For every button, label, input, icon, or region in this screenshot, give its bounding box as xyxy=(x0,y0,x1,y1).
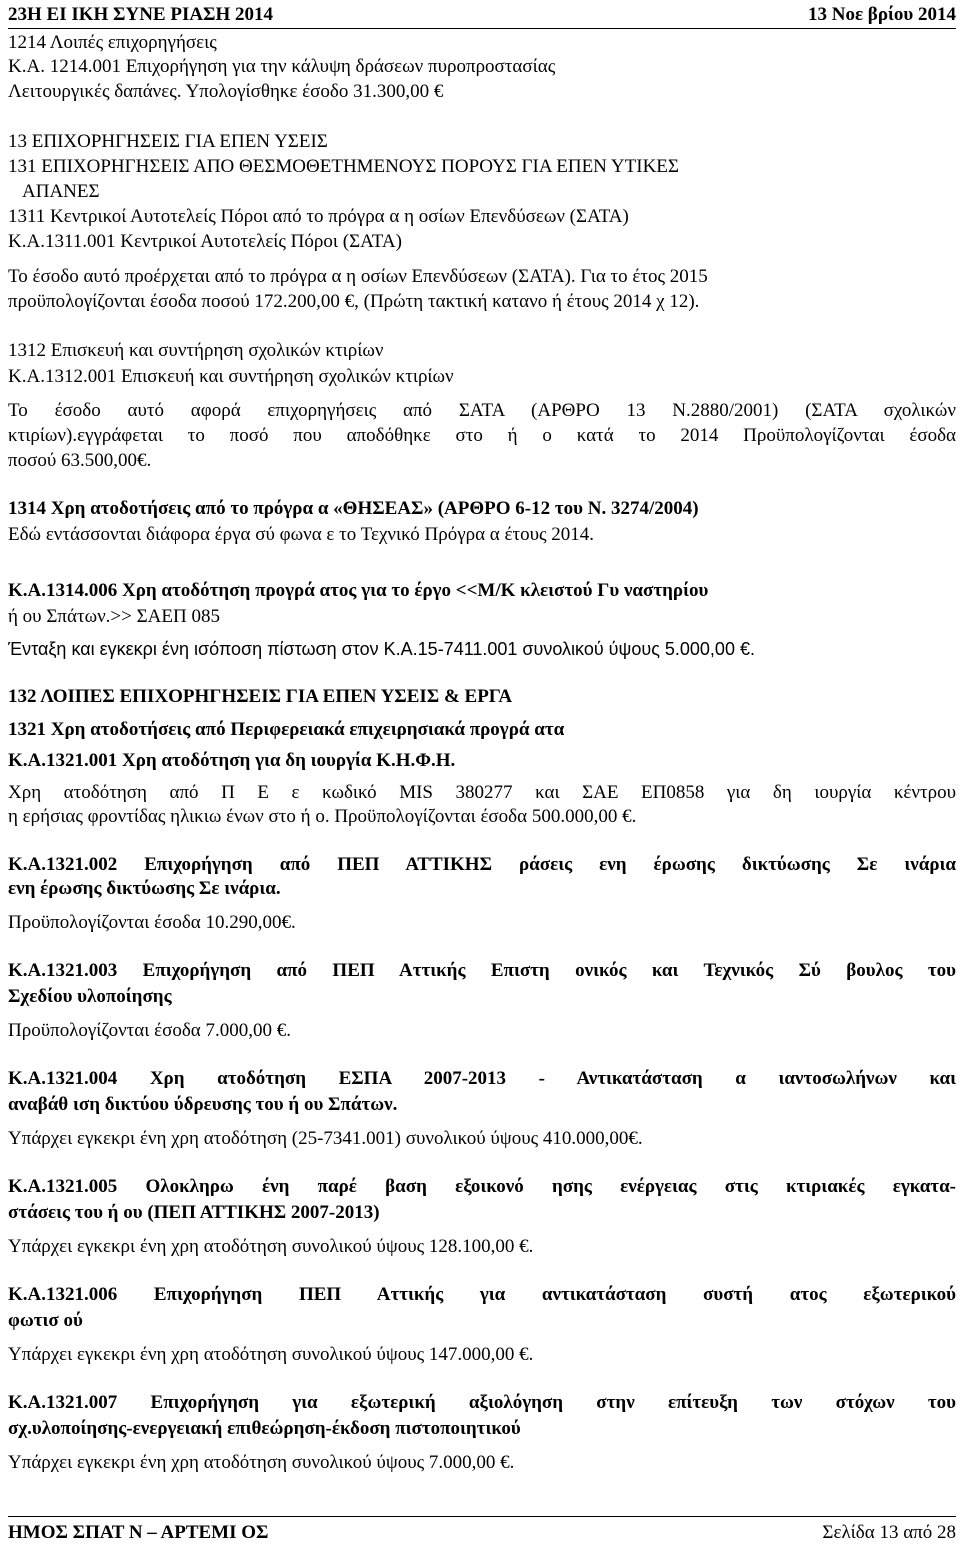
account-heading: Κ.Α.1321.003 Επιχορήγηση από ΠΕΠ Αττικής Επιστη ονικός και Τεχνικός Σύ βουλος του xyxy=(8,960,956,981)
section-title: 132 ΛΟΙΠΕΣ ΕΠΙΧΟΡΗΓΗΣΕΙΣ ΓΙΑ ΕΠΕΝ ΥΣΕΙΣ & ΕΡΓΑ xyxy=(8,686,513,707)
body-text: κτιρίων).εγγράφεται το ποσό που αποδόθηκε στο ή ο κατά το 2014 Προϋπολογίζονται έσοδα xyxy=(8,425,956,446)
account-heading: Κ.Α.1321.007 Επιχορήγηση για εξωτερική αξιολόγηση στην επίτευξη των στόχων του xyxy=(8,1392,956,1413)
account-heading: Κ.Α. 1214.001 Επιχορήγηση για την κάλυψη δράσεων πυροπροστασίας xyxy=(8,56,556,77)
footer-divider xyxy=(8,1516,956,1517)
account-heading: αναβάθ ιση δικτύου ύδρευσης του ή ου Σπάτων. xyxy=(8,1094,398,1115)
header-divider xyxy=(8,28,956,29)
body-text: Υπάρχει εγκεκρι ένη χρη ατοδότηση συνολικού ύψους 147.000,00 €. xyxy=(8,1344,534,1365)
body-text: Ένταξη και εγκεκρι ένη ισόποση πίστωση στον Κ.Α.15-7411.001 συνολικού ύψους 5.000,00 €. xyxy=(8,639,755,659)
account-heading: στάσεις του ή ου (ΠΕΠ ΑΤΤΙΚΗΣ 2007-2013) xyxy=(8,1202,380,1223)
body-text: Υπάρχει εγκεκρι ένη χρη ατοδότηση συνολικού ύψους 7.000,00 €. xyxy=(8,1452,515,1473)
body-text: Υπάρχει εγκεκρι ένη χρη ατοδότηση (25-7341.001) συνολικού ύψους 410.000,00€. xyxy=(8,1128,643,1149)
account-heading: Κ.Α.1321.006 Επιχορήγηση ΠΕΠ Αττικής για αντικατάσταση συστή ατος εξωτερικού xyxy=(8,1284,956,1305)
account-heading: Κ.Α.1312.001 Επισκευή και συντήρηση σχολικών κτιρίων xyxy=(8,366,454,387)
body-text: Υπάρχει εγκεκρι ένη χρη ατοδότηση συνολικού ύψους 128.100,00 €. xyxy=(8,1236,534,1257)
account-heading: φωτισ ού xyxy=(8,1310,83,1331)
body-text: Το έσοδο αυτό προέρχεται από το πρόγρα α η οσίων Επενδύσεων (ΣΑΤΑ). Για το έτος 2015 xyxy=(8,266,708,287)
account-heading: ή ου Σπάτων.>> ΣΑΕΠ 085 xyxy=(8,606,220,627)
body-text: Προϋπολογίζονται έσοδα 10.290,00€. xyxy=(8,912,296,933)
footer-page-number: Σελίδα 13 από 28 xyxy=(822,1522,956,1543)
account-heading: Κ.Α.1321.002 Επιχορήγηση από ΠΕΠ ΑΤΤΙΚΗΣ ράσεις ενη έρωσης δικτύωσης Σε ινάρια xyxy=(8,854,956,875)
header-meeting-title: 23Η ΕΙ ΙΚΗ ΣΥΝΕ ΡΙΑΣΗ 2014 xyxy=(8,4,274,25)
body-text: Λειτουργικές δαπάνες. Υπολογίσθηκε έσοδο 31.300,00 € xyxy=(8,81,444,102)
page-footer xyxy=(8,1522,956,1544)
body-text: ποσού 63.500,00€. xyxy=(8,450,152,471)
body-text: προϋπολογίζονται έσοδα ποσού 172.200,00 €, (Πρώτη τακτική κατανο ή έτους 2014 χ 12). xyxy=(8,291,700,312)
body-text: η ερήσιας φροντίδας ηλικιω ένων στο ή ο. Προϋπολογίζονται έσοδα 500.000,00 €. xyxy=(8,806,637,827)
body-text: Το έσοδο αυτό αφορά επιχορηγήσεις από ΣΑΤΑ (ΑΡΘΡΟ 13 Ν.2880/2001) (ΣΑΤΑ σχολικών xyxy=(8,400,956,421)
section-title: 1311 Κεντρικοί Αυτοτελείς Πόροι από το πρόγρα α η οσίων Επενδύσεων (ΣΑΤΑ) xyxy=(8,206,629,227)
account-heading: Σχεδίου υλοποίησης xyxy=(8,986,172,1007)
header-date: 13 Νοε βρίου 2014 xyxy=(807,4,956,25)
section-title: 1312 Επισκευή και συντήρηση σχολικών κτιρίων xyxy=(8,340,384,361)
section-title: 13 ΕΠΙΧΟΡΗΓΗΣΕΙΣ ΓΙΑ ΕΠΕΝ ΥΣΕΙΣ xyxy=(8,131,328,152)
account-heading: Κ.Α.1314.006 Χρη ατοδότηση προγρά ατος για το έργο <<Μ/Κ κλειστού Γυ ναστηρίου xyxy=(8,580,709,601)
section-title: ΑΠΑΝΕΣ xyxy=(22,181,100,202)
account-heading: Κ.Α.1321.004 Χρη ατοδότηση ΕΣΠΑ 2007-2013 - Αντικατάσταση α ιαντοσωλήνων και xyxy=(8,1068,956,1089)
page-header xyxy=(8,4,956,26)
account-heading: Κ.Α.1311.001 Κεντρικοί Αυτοτελείς Πόροι (ΣΑΤΑ) xyxy=(8,231,402,252)
section-title: 1321 Χρη ατοδοτήσεις από Περιφερειακά επιχειρησιακά προγρά ατα xyxy=(8,719,565,740)
body-text: Προϋπολογίζονται έσοδα 7.000,00 €. xyxy=(8,1020,292,1041)
document-page xyxy=(8,0,956,1552)
body-text: Χρη ατοδότηση από Π Ε ε κωδικό MIS 380277 και ΣΑΕ ΕΠ0858 για δη ιουργία κέντρου xyxy=(8,782,956,803)
section-title: 1214 Λοιπές επιχορηγήσεις xyxy=(8,32,217,53)
account-heading: ενη έρωσης δικτύωσης Σε ινάρια. xyxy=(8,878,281,899)
section-title: 1314 Χρη ατοδοτήσεις από το πρόγρα α «ΘΗΣΕΑΣ» (ΑΡΘΡΟ 6-12 του Ν. 3274/2004) xyxy=(8,498,699,519)
body-text: Εδώ εντάσσονται διάφορα έργα σύ φωνα ε το Τεχνικό Πρόγρα α έτους 2014. xyxy=(8,524,595,545)
account-heading: Κ.Α.1321.005 Ολοκληρω ένη παρέ βαση εξοικονό ησης ενέργειας στις κτιριακές εγκατα- xyxy=(8,1176,956,1197)
section-title: 131 ΕΠΙΧΟΡΗΓΗΣΕΙΣ ΑΠΟ ΘΕΣΜΟΘΕΤΗΜΕΝΟΥΣ ΠΟΡΟΥΣ ΓΙΑ ΕΠΕΝ ΥΤΙΚΕΣ xyxy=(8,156,679,177)
account-heading: Κ.Α.1321.001 Χρη ατοδότηση για δη ιουργία Κ.Η.Φ.Η. xyxy=(8,750,456,771)
footer-municipality: ΗΜΟΣ ΣΠΑΤ Ν – ΑΡΤΕΜΙ ΟΣ xyxy=(8,1522,269,1543)
account-heading: σχ.υλοποίησης-ενεργειακή επιθεώρηση-έκδοση πιστοποιητικού xyxy=(8,1418,521,1439)
